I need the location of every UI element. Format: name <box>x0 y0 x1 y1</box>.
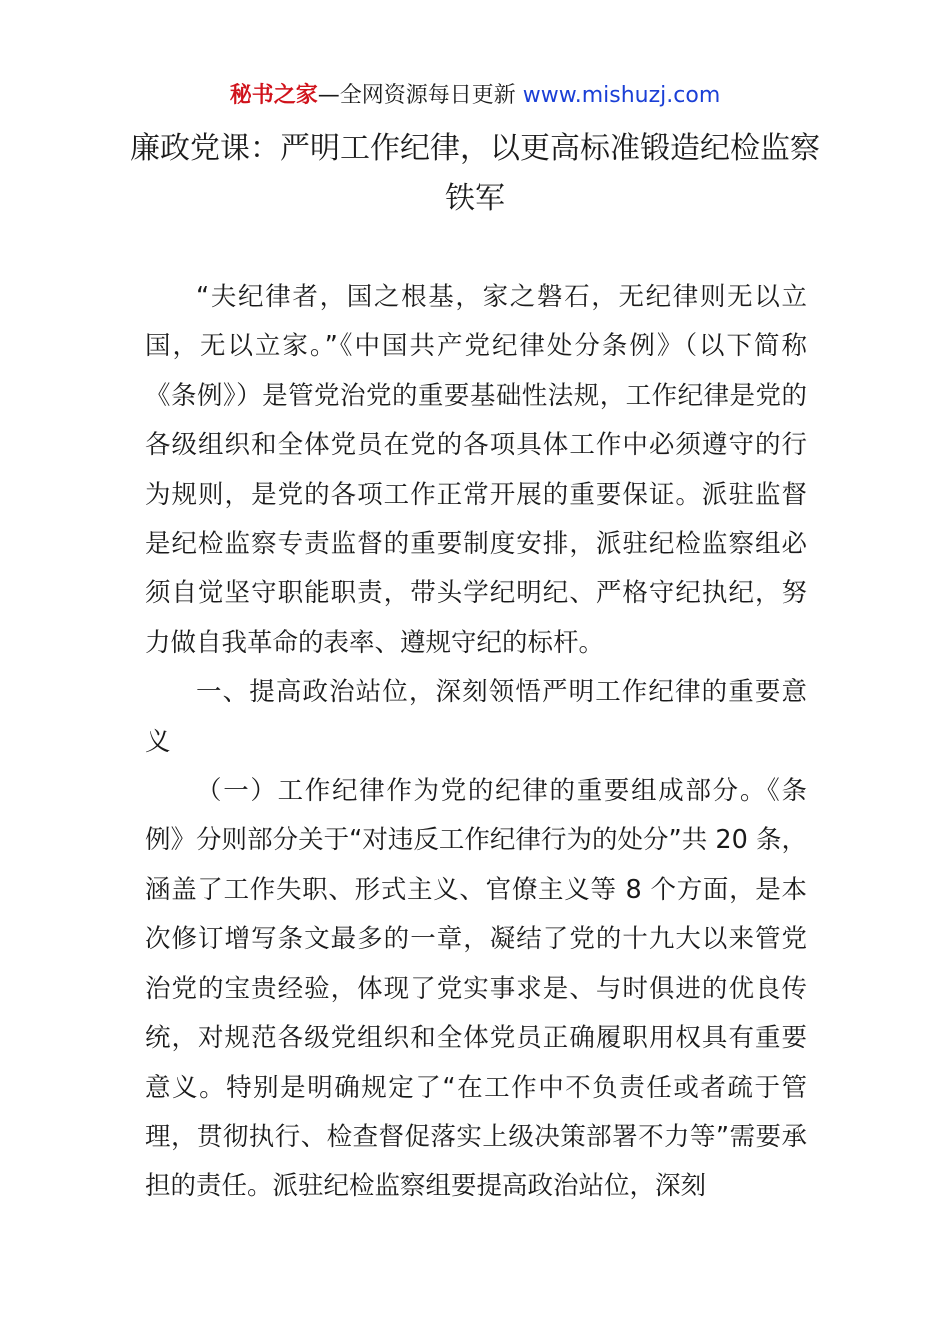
site-header <box>0 80 950 112</box>
section-heading-1: 一、提高政治站位，深刻领悟严明工作纪律的重要意义 <box>145 677 807 757</box>
header-tagline: —全网资源每日更新 <box>317 83 523 108</box>
site-url-link[interactable]: www.mishuzj.com <box>522 83 721 108</box>
document-title: 廉政党课：严明工作纪律，以更高标准锻造纪检监察铁军 <box>130 131 820 216</box>
paragraph-subsection-1: （一）工作纪律作为党的纪律的重要组成部分。《条例》分则部分关于“对违反工作纪律行为的处分”共 20 条，涵盖了工作失职、形式主义、官僚主义等 8 个方面，是本次修订增写条文最多的一章，凝结了党的十九大以来管党治党的宝贵经验，体现了党实事求是、与时俱进的优良传统，对规范各级党组织和全体党员正确履职用权具有重要意义。特别是明确规定了“在工作中不负责任或者疏于管理，贯彻执行、检查督促落实上级决策部署不力等”需要承担的责任。派驻纪检监察组要提高政治站位，深刻 <box>145 776 807 1202</box>
paragraph-intro: “夫纪律者，国之根基，家之磐石，无纪律则无以立国，无以立家。”《中国共产党纪律处分条例》（以下简称《条例》）是管党治党的重要基础性法规，工作纪律是党的各级组织和全体党员在党的各项具体工作中必须遵守的行为规则，是党的各项工作正常开展的重要保证。派驻监督是纪检监察专责监督的重要制度安排，派驻纪检监察组必须自觉坚守职能职责，带头学纪明纪、严格守纪执纪，努力做自我革命的表率、遵规守纪的标杆。 <box>145 282 807 658</box>
document-body <box>145 273 807 1212</box>
brand-name: 秘书之家 <box>229 83 318 108</box>
